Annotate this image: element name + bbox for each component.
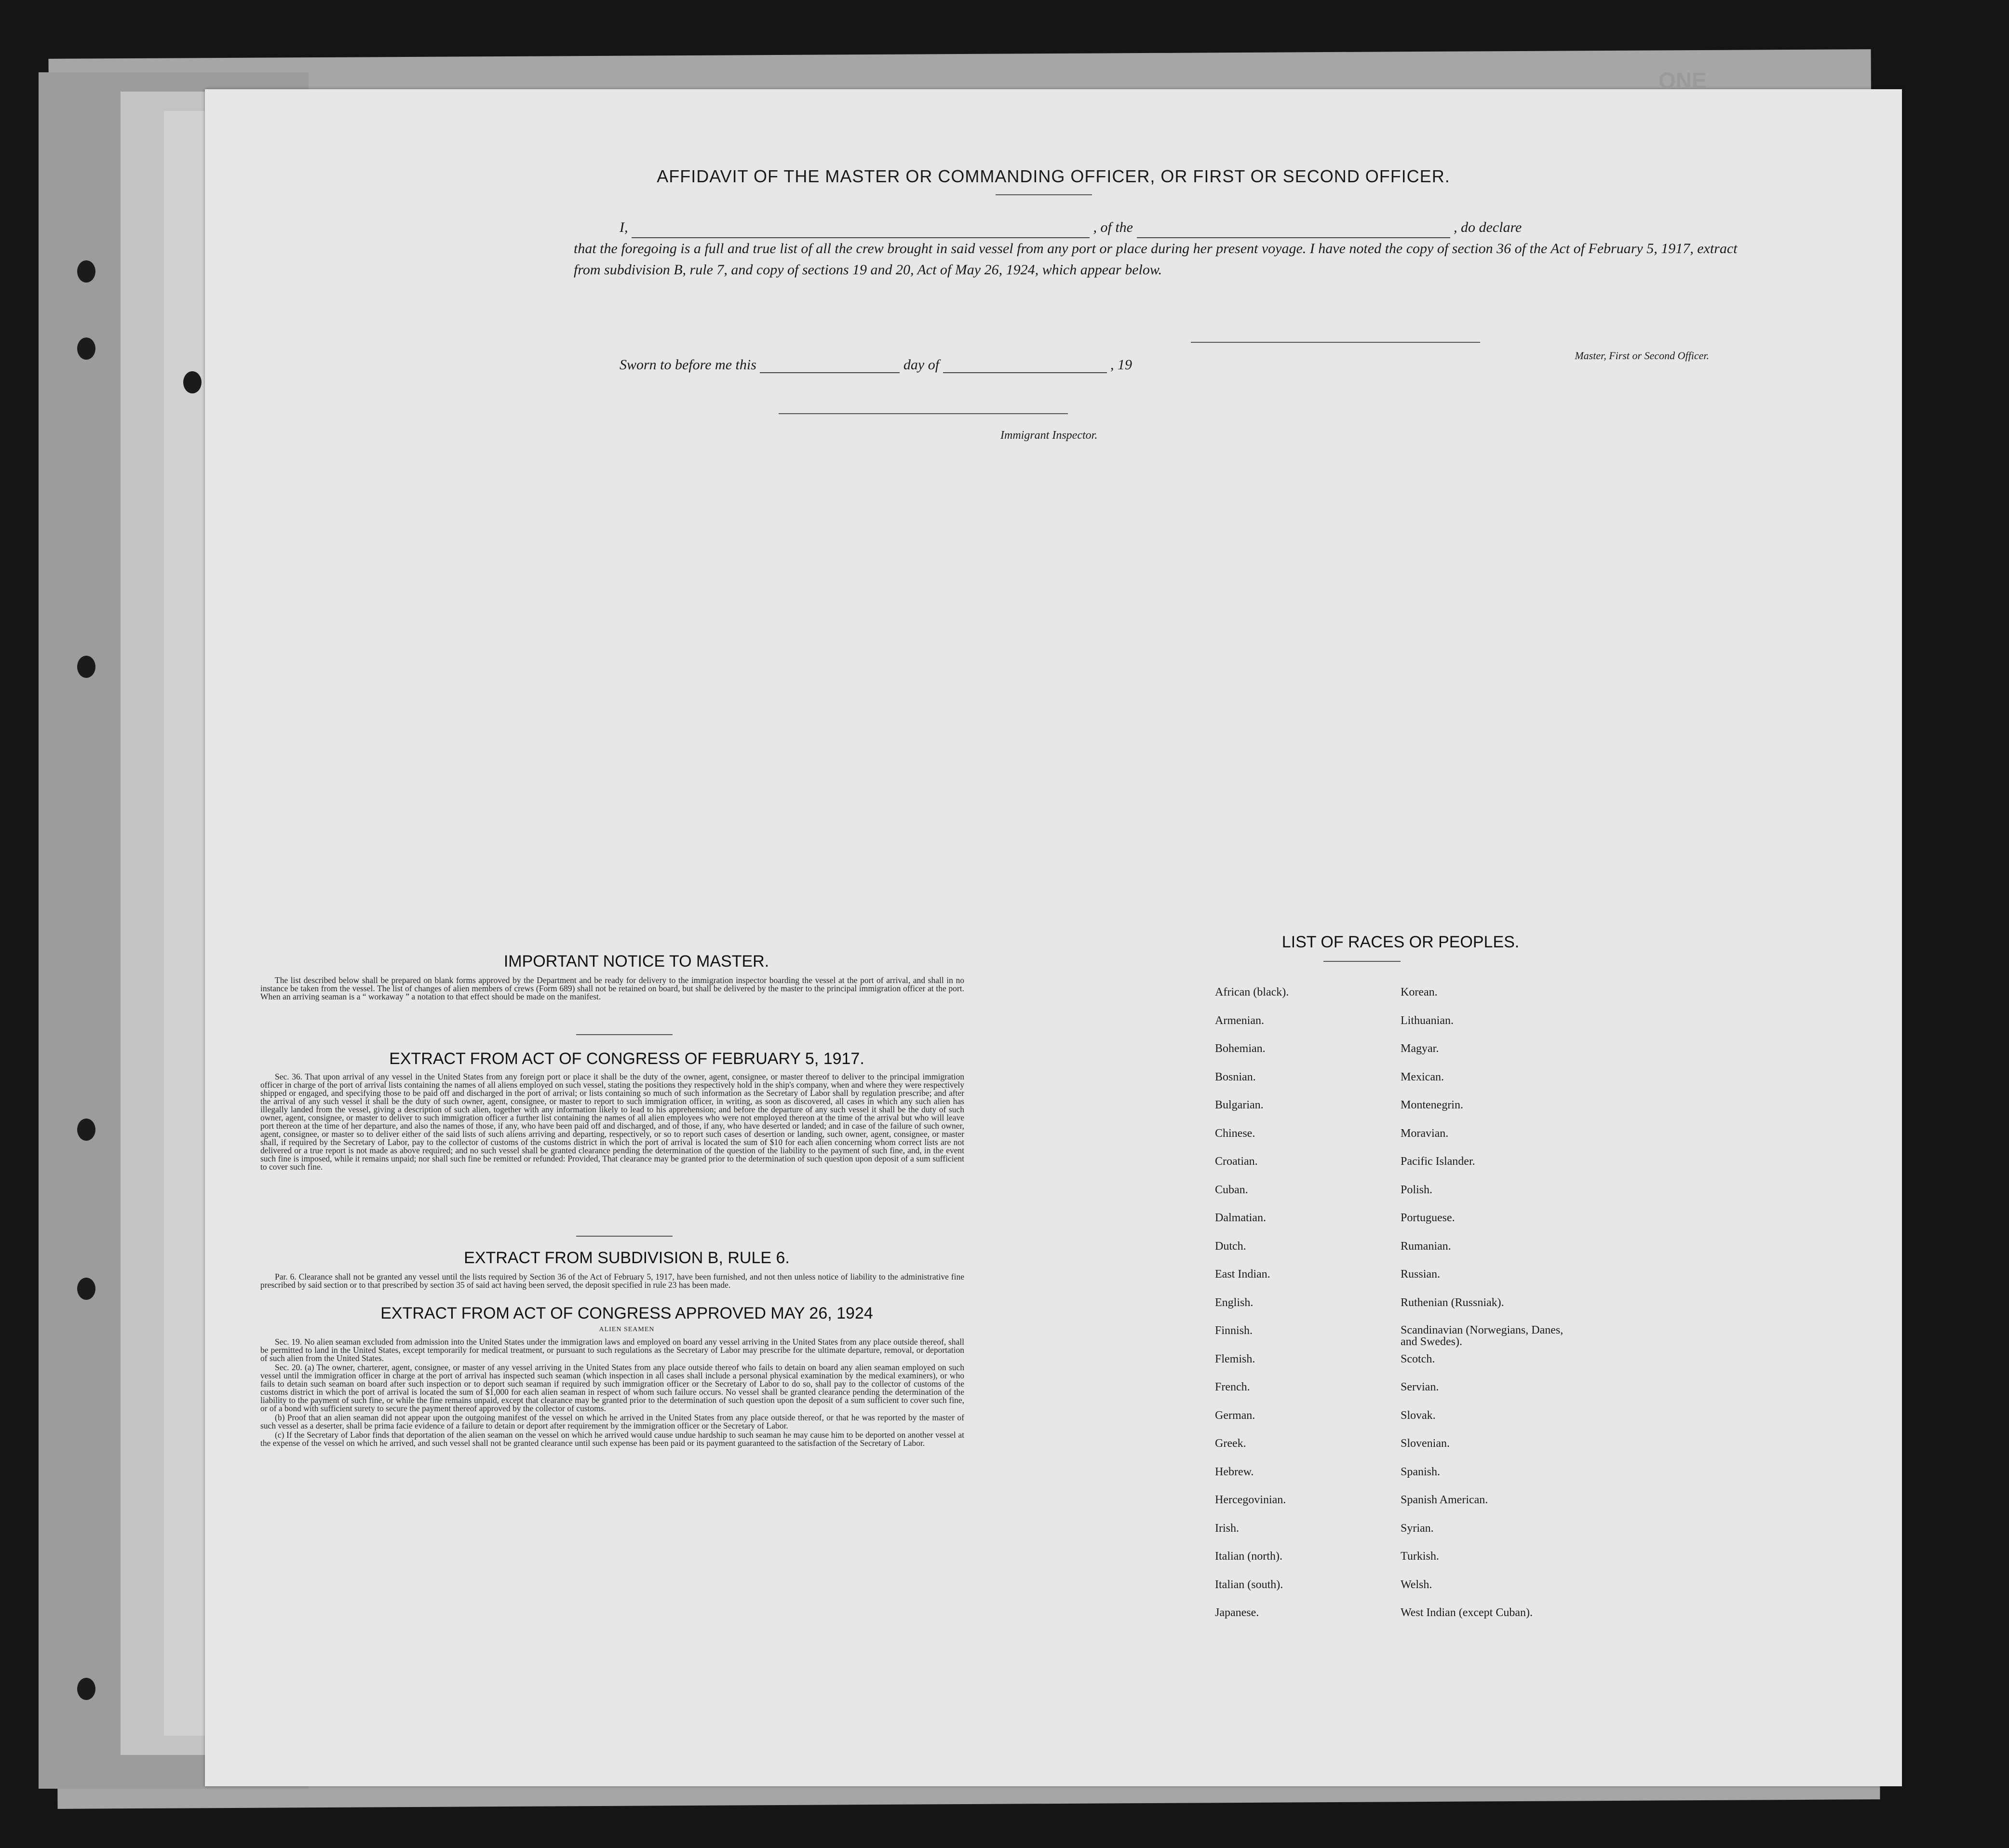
notice-rule (576, 1034, 673, 1035)
race-item: Syrian. (1401, 1522, 1434, 1535)
extract3-title: EXTRACT FROM ACT OF CONGRESS APPROVED MAY 26, 1924 (380, 1304, 873, 1322)
master-signature-line[interactable] (1191, 342, 1480, 343)
affidavit-text (574, 217, 1740, 281)
affidavit-title: AFFIDAVIT OF THE MASTER OR COMMANDING OFFICER, OR FIRST OR SECOND OFFICER. (657, 166, 1450, 186)
race-item: West Indian (except Cuban). (1401, 1606, 1533, 1619)
race-item: Turkish. (1401, 1550, 1439, 1563)
name-field[interactable] (632, 223, 1090, 238)
race-item: Croatian. (1215, 1155, 1258, 1168)
race-item: Cuban. (1215, 1183, 1248, 1196)
race-item: Mexican. (1401, 1070, 1444, 1083)
race-item: Portuguese. (1401, 1212, 1455, 1224)
binding-hole (183, 371, 202, 393)
sworn-prefix: Sworn to before me this (620, 357, 756, 373)
race-item: Russian. (1401, 1268, 1441, 1281)
sec19-paragraph: Sec. 19. No alien seaman excluded from admission into the United States under the immigration laws and employed on board any vessel arriving in the United States from any place outside thereof, shall be permitted to land in the United States, except temporarily for medical treatment, or pursuant to such regulations as the Secretary of Labor may prescribe for the ultimate departure, removal, or deportation of such alien from the United States. (260, 1337, 964, 1363)
race-item: Japanese. (1215, 1606, 1259, 1619)
sec20c-paragraph: (c) If the Secretary of Labor finds that deportation of the alien seaman on the vessel on which he arrived would cause undue hardship to such seaman he may cause him to be deported on another vessel at the expense of the vessel on which he arrived, and such vessel shall not be granted clearance until such expense has been paid or its payment guaranteed to the satisfaction of the Secretary of Labor. (260, 1430, 964, 1448)
race-item: Rumanian. (1401, 1240, 1451, 1253)
race-item: Italian (south). (1215, 1578, 1283, 1591)
race-item: Lithuanian. (1401, 1014, 1454, 1027)
race-item: Polish. (1401, 1183, 1433, 1196)
race-item: African (black). (1215, 986, 1289, 998)
race-item: Finnish. (1215, 1324, 1253, 1337)
do-declare-label: , do declare (1454, 219, 1522, 235)
inspector-signature-line[interactable] (779, 413, 1068, 414)
sec20a-paragraph: Sec. 20. (a) The owner, charterer, agent, consignee, or master of any vessel arriving in the United States from any place outside thereof who fails to detain on board any alien seaman employed on such vessel until the immigration officer in charge at the port of arrival has inspected such seaman (which inspection in all cases shall include a personal physical examination by the medical examiners), or who fails to detain such seaman on board after such inspection or to deport such seaman if required by such immigration officer or the Secretary of Labor to do so, shall pay to the collector of customs of the customs district in which the port of arrival is located the sum of $1,000 for each alien seaman in respect of whom such failure occurs. No vessel shall be granted clearance pending the determination of the liability to the payment of such fine, or while the fine remains unpaid, except that clearance may be granted prior to the determination of such question upon the deposit of a sum sufficient to cover such fine, or of a bond with sufficient surety to secure the payment thereof approved by the collector of customs. (260, 1362, 964, 1413)
race-item: Welsh. (1401, 1578, 1432, 1591)
declaration-text: that the foregoing is a full and true list of all the crew brought in said vessel from any port or place during her present voyage. I have noted the copy of section 36 of the Act of February 5, 1917, extract from subdivision B, rule 7, and copy of sections 19 and 20, Act of May 26, 1924, which appear below. (574, 241, 1738, 278)
sec36-paragraph: Sec. 36. That upon arrival of any vessel in the United States from any foreign port or place it shall be the duty of the owner, agent, consignee, or master thereof to deliver to the principal immigration officer in charge of the port of arrival lists containing the names of all aliens employed on such vessel, stating the positions they respectively hold in the ship's company, when and where they were respectively shipped or engaged, and specifying those to be paid off and discharged in the port of arrival; or lists containing so much of such information as the Secretary of Labor shall by regulation prescribe; and after the arrival of any such vessel it shall be the duty of such owner, agent, consignee, or master to report to such immigration officer, in writing, as soon as discovered, all cases in which any such alien has illegally landed from the vessel, giving a description of such alien, together with any information likely to lead to his apprehension; and before the departure of any such vessel it shall be the duty of such owner, agent, consignee, or master to deliver to such immigration officer a further list containing the names of all alien employees who were not employed thereon at the time of the arrival but who will leave port thereon at the time of her departure, and also the names of those, if any, who have been paid off and discharged, and of those, if any, who have deserted or landed; and in case of the failure of such owner, agent, consignee, or master so to deliver either of the said lists of such aliens arriving and departing, respectively, or so to report such cases of desertion or landing, such owner, agent, consignee, or master shall, if required by the Secretary of Labor, pay to the collector of customs of the customs district in which the port of arrival is located the sum of $10 for each alien concerning whom correct lists are not delivered or a true report is not made as above required; and no such vessel shall be granted clearance pending the determination of the question of the liability to the payment of such fine, and, in the event such fine is imposed, while it remains unpaid; nor shall such fine be remitted or refunded: Provided, That clearance may be granted prior to the determination of such question upon deposit of a sum sufficient to cover such fine. (260, 1072, 964, 1172)
races-rule (1323, 961, 1401, 962)
race-item: Moravian. (1401, 1127, 1449, 1140)
vessel-field[interactable] (1137, 223, 1450, 238)
extract1-body (260, 1073, 964, 1172)
extract2-body (260, 1273, 964, 1290)
race-item: Armenian. (1215, 1014, 1264, 1027)
extract1-rule (576, 1236, 673, 1237)
binding-hole (77, 656, 95, 678)
race-item: Spanish American. (1401, 1494, 1488, 1506)
year-prefix: , 19 (1110, 357, 1133, 373)
extract1-title: EXTRACT FROM ACT OF CONGRESS OF FEBRUARY 5, 1917. (389, 1050, 864, 1068)
races-title: LIST OF RACES OR PEOPLES. (1281, 933, 1520, 951)
binding-hole (77, 1119, 95, 1141)
race-item: Bulgarian. (1215, 1099, 1264, 1111)
race-item: Italian (north). (1215, 1550, 1282, 1563)
race-item: Slovak. (1401, 1409, 1436, 1422)
race-item: Hercegovinian. (1215, 1494, 1286, 1506)
race-item: Flemish. (1215, 1352, 1255, 1365)
declaration-line (574, 217, 1740, 238)
race-item: Irish. (1215, 1522, 1239, 1535)
race-item: East Indian. (1215, 1268, 1270, 1281)
race-item: English. (1215, 1296, 1254, 1309)
day-of-label: day of (903, 357, 940, 373)
race-item: Hebrew. (1215, 1465, 1254, 1478)
race-item: Spanish. (1401, 1465, 1441, 1478)
race-item: Montenegrin. (1401, 1099, 1463, 1111)
notice-body (260, 976, 964, 1002)
handwritten-mark: ONE (1658, 68, 1707, 93)
race-item: Scandinavian (Norwegians, Danes, and Swedes). (1401, 1324, 1564, 1348)
i-label: I, (620, 219, 628, 235)
extract3-body (260, 1338, 964, 1448)
sworn-line (620, 357, 1132, 373)
alien-seamen-heading: ALIEN SEAMEN (599, 1326, 655, 1333)
sec20b-paragraph: (b) Proof that an alien seaman did not appear upon the outgoing manifest of the vessel on which he arrived in the United States from any place outside thereof, or that he was reported by the master of such vessel as a deserter, shall be prima facie evidence of a failure to detain or deport after requirement by the immigration officer or the Secretary of Labor. (260, 1413, 964, 1430)
title-rule (996, 194, 1092, 195)
affidavit-sheet (205, 89, 1902, 1786)
par6-paragraph: Par. 6. Clearance shall not be granted any vessel until the lists required by Section 36 of the Act of February 5, 1917, have been furnished, and not then unless notice of liability to the administrative fine prescribed by said section or to that prescribed by section 35 of said act having been served, the deposit specified in rule 23 has been made. (260, 1272, 964, 1290)
race-item: Korean. (1401, 986, 1438, 998)
race-item: Pacific Islander. (1401, 1155, 1475, 1168)
inspector-label: Immigrant Inspector. (1000, 429, 1098, 442)
race-item: French. (1215, 1381, 1250, 1393)
sworn-day-field[interactable] (760, 358, 900, 373)
race-item: Ruthenian (Russniak). (1401, 1296, 1504, 1309)
race-item: Chinese. (1215, 1127, 1255, 1140)
notice-paragraph: The list described below shall be prepared on blank forms approved by the Department and be ready for delivery to the immigration inspector boarding the vessel at the port of arrival, and shall in no instance be taken from the vessel. The list of changes of alien members of crews (Form 689) shall not be retained on board, but shall be delivered by the master to the principal immigration officer at the port. When an arriving seaman is a “ workaway ” a notation to that effect should be made on the manifest. (260, 975, 964, 1001)
extract2-title: EXTRACT FROM SUBDIVISION B, RULE 6. (464, 1249, 790, 1267)
of-the-label: , of the (1093, 219, 1133, 235)
binding-hole (77, 260, 95, 283)
race-item: Bosnian. (1215, 1070, 1256, 1083)
sworn-month-field[interactable] (943, 358, 1107, 373)
race-item: Dalmatian. (1215, 1212, 1266, 1224)
binding-hole (77, 1678, 95, 1700)
race-item: Slovenian. (1401, 1437, 1450, 1450)
race-item: Dutch. (1215, 1240, 1246, 1253)
binding-hole (77, 337, 95, 360)
race-item: Servian. (1401, 1381, 1439, 1393)
race-item: Bohemian. (1215, 1042, 1266, 1055)
binding-hole (77, 1278, 95, 1300)
race-item: Scotch. (1401, 1352, 1435, 1365)
race-item: Greek. (1215, 1437, 1246, 1450)
master-signature-label: Master, First or Second Officer. (1575, 350, 1709, 362)
race-item: Magyar. (1401, 1042, 1439, 1055)
notice-title: IMPORTANT NOTICE TO MASTER. (503, 952, 769, 971)
race-item: German. (1215, 1409, 1255, 1422)
